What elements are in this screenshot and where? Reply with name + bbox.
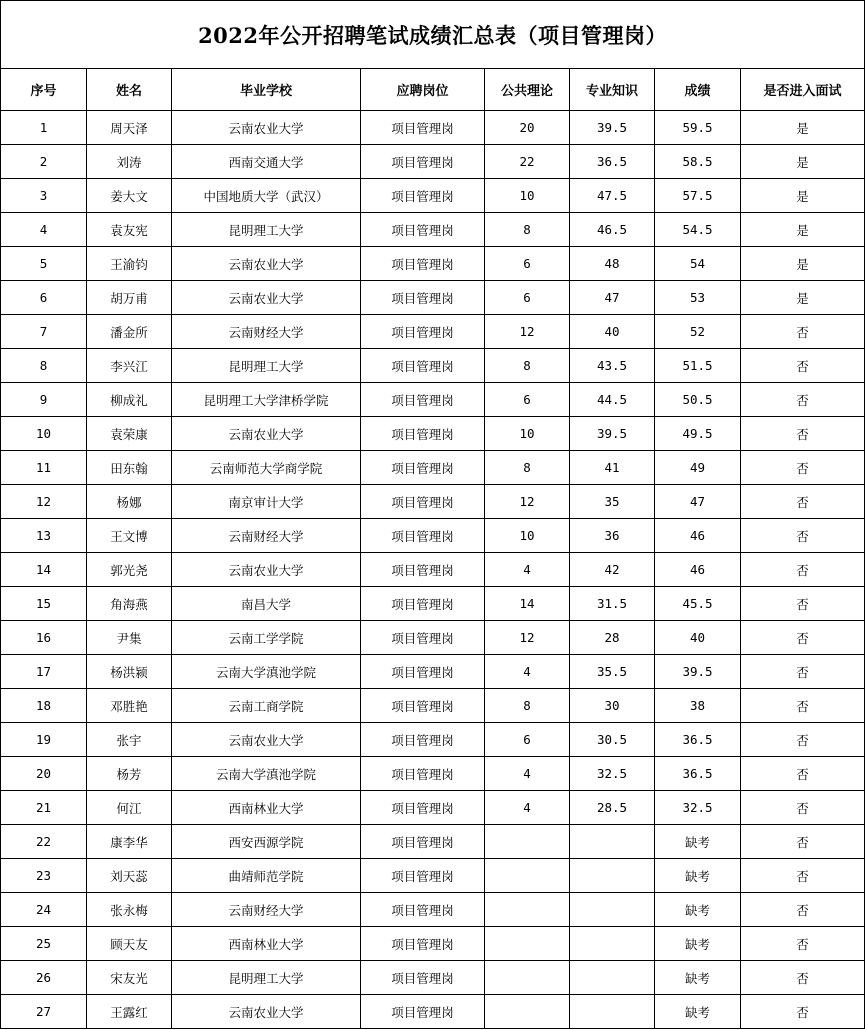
table-row <box>1 247 865 281</box>
cell-position: 项目管理岗 <box>361 655 485 689</box>
cell-interview: 否 <box>741 791 865 825</box>
header-name: 姓名 <box>87 69 172 111</box>
cell-position: 项目管理岗 <box>361 621 485 655</box>
table-row <box>1 893 865 927</box>
cell-index: 23 <box>1 859 87 893</box>
cell-name: 姜大文 <box>87 179 172 213</box>
cell-school: 云南大学滇池学院 <box>172 757 361 791</box>
cell-index: 4 <box>1 213 87 247</box>
table-row <box>1 757 865 791</box>
cell-index: 19 <box>1 723 87 757</box>
table-row <box>1 213 865 247</box>
header-row <box>1 69 865 111</box>
cell-interview: 否 <box>741 519 865 553</box>
cell-index: 8 <box>1 349 87 383</box>
cell-score: 47 <box>655 485 741 519</box>
cell-index: 6 <box>1 281 87 315</box>
cell-name: 李兴江 <box>87 349 172 383</box>
table-row <box>1 179 865 213</box>
cell-score: 40 <box>655 621 741 655</box>
cell-score: 58.5 <box>655 145 741 179</box>
cell-interview: 否 <box>741 451 865 485</box>
header-school: 毕业学校 <box>172 69 361 111</box>
table-row <box>1 689 865 723</box>
cell-professional-knowledge <box>570 995 655 1029</box>
cell-index: 17 <box>1 655 87 689</box>
cell-score: 46 <box>655 553 741 587</box>
table-row <box>1 723 865 757</box>
cell-public-theory: 12 <box>485 485 570 519</box>
cell-public-theory: 22 <box>485 145 570 179</box>
cell-public-theory: 8 <box>485 349 570 383</box>
cell-interview: 是 <box>741 281 865 315</box>
cell-public-theory: 10 <box>485 179 570 213</box>
cell-position: 项目管理岗 <box>361 791 485 825</box>
cell-name: 顾天友 <box>87 927 172 961</box>
cell-school: 昆明理工大学 <box>172 961 361 995</box>
cell-school: 云南工学学院 <box>172 621 361 655</box>
cell-school: 云南财经大学 <box>172 893 361 927</box>
table-row <box>1 621 865 655</box>
cell-name: 宋友光 <box>87 961 172 995</box>
cell-interview: 是 <box>741 111 865 145</box>
cell-index: 25 <box>1 927 87 961</box>
cell-professional-knowledge: 28 <box>570 621 655 655</box>
cell-school: 云南大学滇池学院 <box>172 655 361 689</box>
table-row <box>1 553 865 587</box>
cell-name: 刘天蕊 <box>87 859 172 893</box>
cell-index: 1 <box>1 111 87 145</box>
cell-position: 项目管理岗 <box>361 417 485 451</box>
cell-name: 角海燕 <box>87 587 172 621</box>
table-row <box>1 995 865 1029</box>
cell-position: 项目管理岗 <box>361 553 485 587</box>
table-row <box>1 383 865 417</box>
cell-school: 云南农业大学 <box>172 417 361 451</box>
cell-professional-knowledge: 41 <box>570 451 655 485</box>
cell-name: 何江 <box>87 791 172 825</box>
cell-professional-knowledge: 35 <box>570 485 655 519</box>
cell-position: 项目管理岗 <box>361 179 485 213</box>
cell-score: 36.5 <box>655 723 741 757</box>
cell-public-theory: 20 <box>485 111 570 145</box>
cell-score: 49 <box>655 451 741 485</box>
cell-position: 项目管理岗 <box>361 859 485 893</box>
cell-public-theory <box>485 961 570 995</box>
cell-index: 10 <box>1 417 87 451</box>
cell-school: 云南农业大学 <box>172 995 361 1029</box>
cell-interview: 否 <box>741 315 865 349</box>
cell-professional-knowledge <box>570 859 655 893</box>
cell-interview: 否 <box>741 417 865 451</box>
cell-position: 项目管理岗 <box>361 757 485 791</box>
cell-professional-knowledge: 30 <box>570 689 655 723</box>
table-row <box>1 145 865 179</box>
cell-school: 南昌大学 <box>172 587 361 621</box>
cell-professional-knowledge <box>570 961 655 995</box>
cell-score: 缺考 <box>655 961 741 995</box>
cell-professional-knowledge: 40 <box>570 315 655 349</box>
page-title: 2022年公开招聘笔试成绩汇总表（项目管理岗） <box>1 1 865 69</box>
cell-index: 2 <box>1 145 87 179</box>
cell-interview: 否 <box>741 723 865 757</box>
cell-school: 昆明理工大学 <box>172 349 361 383</box>
cell-school: 南京审计大学 <box>172 485 361 519</box>
cell-interview: 否 <box>741 825 865 859</box>
cell-index: 16 <box>1 621 87 655</box>
cell-public-theory: 12 <box>485 621 570 655</box>
cell-school: 云南财经大学 <box>172 519 361 553</box>
cell-public-theory: 6 <box>485 383 570 417</box>
cell-name: 杨洪颍 <box>87 655 172 689</box>
cell-interview: 否 <box>741 587 865 621</box>
cell-name: 王文博 <box>87 519 172 553</box>
cell-score: 45.5 <box>655 587 741 621</box>
cell-score: 50.5 <box>655 383 741 417</box>
header-score: 成绩 <box>655 69 741 111</box>
table-row <box>1 927 865 961</box>
cell-index: 7 <box>1 315 87 349</box>
cell-position: 项目管理岗 <box>361 587 485 621</box>
cell-position: 项目管理岗 <box>361 247 485 281</box>
cell-professional-knowledge: 42 <box>570 553 655 587</box>
cell-school: 中国地质大学（武汉） <box>172 179 361 213</box>
cell-professional-knowledge: 39.5 <box>570 111 655 145</box>
cell-public-theory: 4 <box>485 655 570 689</box>
cell-position: 项目管理岗 <box>361 213 485 247</box>
cell-school: 云南工商学院 <box>172 689 361 723</box>
cell-index: 13 <box>1 519 87 553</box>
cell-name: 尹集 <box>87 621 172 655</box>
cell-score: 32.5 <box>655 791 741 825</box>
cell-professional-knowledge: 46.5 <box>570 213 655 247</box>
table-row <box>1 417 865 451</box>
cell-professional-knowledge: 47.5 <box>570 179 655 213</box>
cell-interview: 否 <box>741 655 865 689</box>
cell-name: 康李华 <box>87 825 172 859</box>
cell-name: 刘涛 <box>87 145 172 179</box>
table-row <box>1 825 865 859</box>
cell-name: 潘金所 <box>87 315 172 349</box>
cell-name: 田东翰 <box>87 451 172 485</box>
cell-name: 柳成礼 <box>87 383 172 417</box>
cell-interview: 否 <box>741 757 865 791</box>
cell-public-theory: 8 <box>485 213 570 247</box>
cell-position: 项目管理岗 <box>361 451 485 485</box>
cell-school: 西南林业大学 <box>172 927 361 961</box>
table-row <box>1 111 865 145</box>
cell-professional-knowledge <box>570 927 655 961</box>
cell-index: 22 <box>1 825 87 859</box>
cell-interview: 否 <box>741 383 865 417</box>
cell-interview: 否 <box>741 961 865 995</box>
cell-interview: 是 <box>741 213 865 247</box>
table-row <box>1 961 865 995</box>
cell-professional-knowledge: 35.5 <box>570 655 655 689</box>
cell-professional-knowledge <box>570 893 655 927</box>
cell-index: 27 <box>1 995 87 1029</box>
cell-position: 项目管理岗 <box>361 281 485 315</box>
cell-score: 57.5 <box>655 179 741 213</box>
table-row <box>1 451 865 485</box>
cell-score: 缺考 <box>655 859 741 893</box>
cell-score: 51.5 <box>655 349 741 383</box>
cell-interview: 否 <box>741 893 865 927</box>
cell-name: 杨芳 <box>87 757 172 791</box>
cell-index: 15 <box>1 587 87 621</box>
cell-interview: 否 <box>741 927 865 961</box>
cell-score: 缺考 <box>655 893 741 927</box>
cell-position: 项目管理岗 <box>361 995 485 1029</box>
cell-professional-knowledge: 30.5 <box>570 723 655 757</box>
cell-school: 昆明理工大学 <box>172 213 361 247</box>
title-row <box>1 1 865 69</box>
cell-name: 王露红 <box>87 995 172 1029</box>
cell-index: 18 <box>1 689 87 723</box>
cell-professional-knowledge: 47 <box>570 281 655 315</box>
cell-interview: 否 <box>741 995 865 1029</box>
cell-position: 项目管理岗 <box>361 825 485 859</box>
cell-position: 项目管理岗 <box>361 961 485 995</box>
cell-professional-knowledge: 36 <box>570 519 655 553</box>
cell-index: 14 <box>1 553 87 587</box>
table-row <box>1 485 865 519</box>
table-row <box>1 519 865 553</box>
cell-professional-knowledge: 28.5 <box>570 791 655 825</box>
cell-school: 西南交通大学 <box>172 145 361 179</box>
cell-interview: 否 <box>741 689 865 723</box>
cell-school: 西南林业大学 <box>172 791 361 825</box>
cell-professional-knowledge: 36.5 <box>570 145 655 179</box>
header-position: 应聘岗位 <box>361 69 485 111</box>
cell-public-theory <box>485 825 570 859</box>
table-row <box>1 655 865 689</box>
cell-score: 缺考 <box>655 825 741 859</box>
cell-index: 5 <box>1 247 87 281</box>
cell-interview: 是 <box>741 179 865 213</box>
cell-professional-knowledge: 43.5 <box>570 349 655 383</box>
cell-school: 西安西源学院 <box>172 825 361 859</box>
cell-professional-knowledge <box>570 825 655 859</box>
cell-score: 39.5 <box>655 655 741 689</box>
table-row <box>1 587 865 621</box>
cell-score: 59.5 <box>655 111 741 145</box>
cell-public-theory: 6 <box>485 247 570 281</box>
cell-score: 52 <box>655 315 741 349</box>
cell-school: 云南农业大学 <box>172 247 361 281</box>
cell-public-theory: 6 <box>485 281 570 315</box>
cell-score: 53 <box>655 281 741 315</box>
cell-name: 张永梅 <box>87 893 172 927</box>
cell-name: 周天泽 <box>87 111 172 145</box>
cell-name: 袁荣康 <box>87 417 172 451</box>
cell-public-theory: 12 <box>485 315 570 349</box>
table-body <box>1 111 865 1029</box>
cell-professional-knowledge: 31.5 <box>570 587 655 621</box>
cell-public-theory: 8 <box>485 689 570 723</box>
cell-professional-knowledge: 48 <box>570 247 655 281</box>
cell-index: 21 <box>1 791 87 825</box>
cell-position: 项目管理岗 <box>361 893 485 927</box>
cell-score: 36.5 <box>655 757 741 791</box>
cell-score: 54 <box>655 247 741 281</box>
cell-school: 曲靖师范学院 <box>172 859 361 893</box>
cell-interview: 否 <box>741 621 865 655</box>
table-row <box>1 349 865 383</box>
cell-position: 项目管理岗 <box>361 383 485 417</box>
cell-interview: 否 <box>741 553 865 587</box>
cell-position: 项目管理岗 <box>361 689 485 723</box>
cell-school: 云南师范大学商学院 <box>172 451 361 485</box>
cell-name: 郭光尧 <box>87 553 172 587</box>
cell-score: 46 <box>655 519 741 553</box>
cell-interview: 是 <box>741 145 865 179</box>
cell-public-theory: 4 <box>485 791 570 825</box>
header-interview: 是否进入面试 <box>741 69 865 111</box>
cell-professional-knowledge: 44.5 <box>570 383 655 417</box>
cell-school: 云南农业大学 <box>172 281 361 315</box>
cell-public-theory: 4 <box>485 757 570 791</box>
cell-index: 11 <box>1 451 87 485</box>
cell-interview: 否 <box>741 485 865 519</box>
cell-index: 12 <box>1 485 87 519</box>
cell-score: 38 <box>655 689 741 723</box>
cell-public-theory <box>485 893 570 927</box>
cell-public-theory: 10 <box>485 417 570 451</box>
cell-public-theory <box>485 995 570 1029</box>
cell-public-theory <box>485 927 570 961</box>
cell-interview: 是 <box>741 247 865 281</box>
cell-professional-knowledge: 39.5 <box>570 417 655 451</box>
header-public-theory: 公共理论 <box>485 69 570 111</box>
cell-public-theory: 8 <box>485 451 570 485</box>
cell-name: 邓胜艳 <box>87 689 172 723</box>
header-index: 序号 <box>1 69 87 111</box>
cell-name: 袁友宪 <box>87 213 172 247</box>
cell-position: 项目管理岗 <box>361 519 485 553</box>
cell-public-theory: 14 <box>485 587 570 621</box>
cell-public-theory: 4 <box>485 553 570 587</box>
cell-index: 26 <box>1 961 87 995</box>
cell-name: 张宇 <box>87 723 172 757</box>
cell-position: 项目管理岗 <box>361 145 485 179</box>
cell-school: 云南农业大学 <box>172 553 361 587</box>
cell-name: 杨娜 <box>87 485 172 519</box>
cell-score: 缺考 <box>655 995 741 1029</box>
table-row <box>1 315 865 349</box>
cell-interview: 否 <box>741 859 865 893</box>
cell-score: 49.5 <box>655 417 741 451</box>
cell-interview: 否 <box>741 349 865 383</box>
cell-school: 云南农业大学 <box>172 111 361 145</box>
cell-name: 王渝钧 <box>87 247 172 281</box>
cell-position: 项目管理岗 <box>361 485 485 519</box>
cell-score: 缺考 <box>655 927 741 961</box>
cell-professional-knowledge: 32.5 <box>570 757 655 791</box>
cell-index: 24 <box>1 893 87 927</box>
cell-score: 54.5 <box>655 213 741 247</box>
cell-position: 项目管理岗 <box>361 927 485 961</box>
cell-index: 9 <box>1 383 87 417</box>
cell-index: 20 <box>1 757 87 791</box>
table-row <box>1 859 865 893</box>
cell-public-theory: 10 <box>485 519 570 553</box>
cell-position: 项目管理岗 <box>361 349 485 383</box>
table-row <box>1 791 865 825</box>
cell-position: 项目管理岗 <box>361 315 485 349</box>
cell-school: 云南财经大学 <box>172 315 361 349</box>
cell-school: 昆明理工大学津桥学院 <box>172 383 361 417</box>
cell-position: 项目管理岗 <box>361 723 485 757</box>
cell-position: 项目管理岗 <box>361 111 485 145</box>
cell-public-theory <box>485 859 570 893</box>
cell-public-theory: 6 <box>485 723 570 757</box>
table-row <box>1 281 865 315</box>
cell-name: 胡万甫 <box>87 281 172 315</box>
header-professional-knowledge: 专业知识 <box>570 69 655 111</box>
cell-index: 3 <box>1 179 87 213</box>
cell-school: 云南农业大学 <box>172 723 361 757</box>
